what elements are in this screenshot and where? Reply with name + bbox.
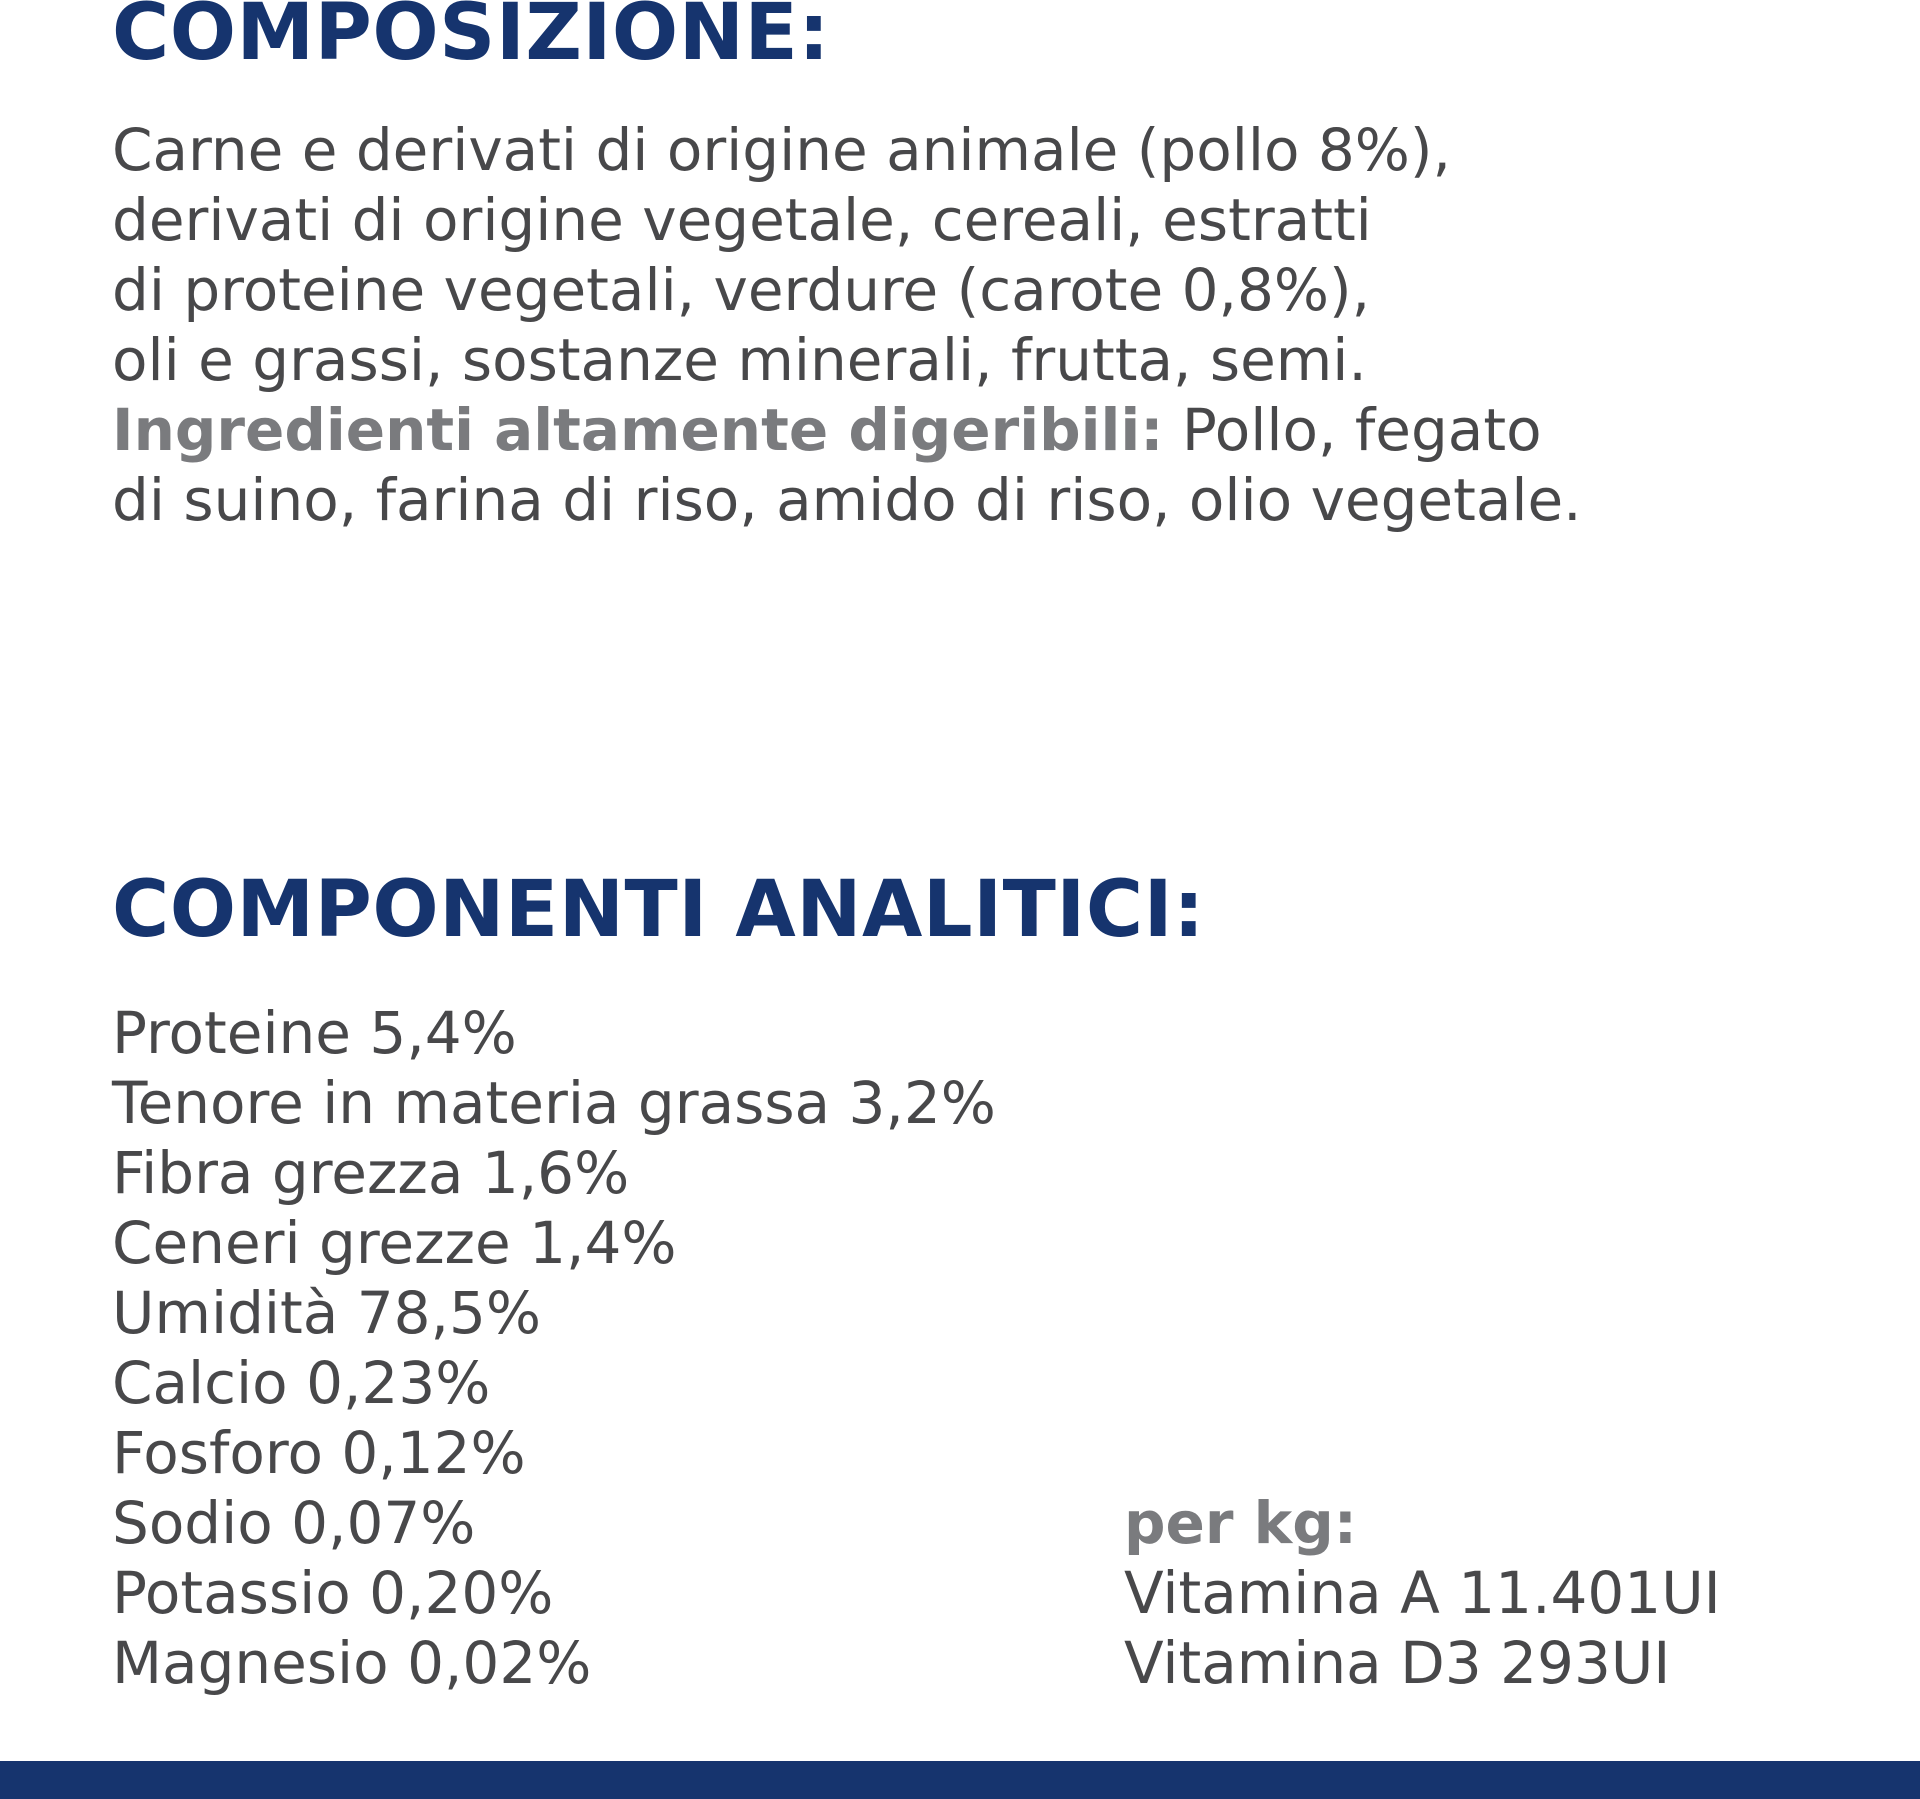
composition-text [112, 115, 1582, 535]
digestible-ingredients-line [112, 395, 1582, 465]
digestible-ingredients-text: Pollo, fegato [1163, 396, 1542, 464]
analytical-item: Fosforo 0,12% [112, 1419, 526, 1487]
vitamin-item: Vitamina A 11.401UI [1124, 1559, 1721, 1627]
composition-heading: COMPOSIZIONE: [112, 0, 830, 78]
analytical-item: Tenore in materia grassa 3,2% [112, 1069, 996, 1137]
per-kg-block [1124, 1488, 1721, 1698]
vitamin-item: Vitamina D3 293UI [1124, 1629, 1671, 1697]
composition-line: di suino, farina di riso, amido di riso, olio vegetale. [112, 466, 1582, 534]
analytical-item: Umidità 78,5% [112, 1279, 541, 1347]
composition-line: derivati di origine vegetale, cereali, estratti [112, 186, 1372, 254]
analytical-item: Fibra grezza 1,6% [112, 1139, 630, 1207]
composition-line: di proteine vegetali, verdure (carote 0,8%), [112, 256, 1371, 324]
analytical-item: Proteine 5,4% [112, 999, 517, 1067]
composition-line: oli e grassi, sostanze minerali, frutta, semi. [112, 326, 1367, 394]
bottom-bar [0, 1761, 1920, 1799]
analytical-item: Calcio 0,23% [112, 1349, 491, 1417]
digestible-ingredients-label: Ingredienti altamente digeribili: [112, 396, 1164, 464]
analytical-item: Sodio 0,07% [112, 1489, 476, 1557]
analytical-item: Magnesio 0,02% [112, 1629, 592, 1697]
analytical-components-list [112, 998, 996, 1698]
analytical-components-heading: COMPONENTI ANALITICI: [112, 865, 1205, 955]
composition-line: Carne e derivati di origine animale (pollo 8%), [112, 116, 1451, 184]
analytical-item: Potassio 0,20% [112, 1559, 554, 1627]
per-kg-label: per kg: [1124, 1489, 1357, 1557]
analytical-item: Ceneri grezze 1,4% [112, 1209, 677, 1277]
